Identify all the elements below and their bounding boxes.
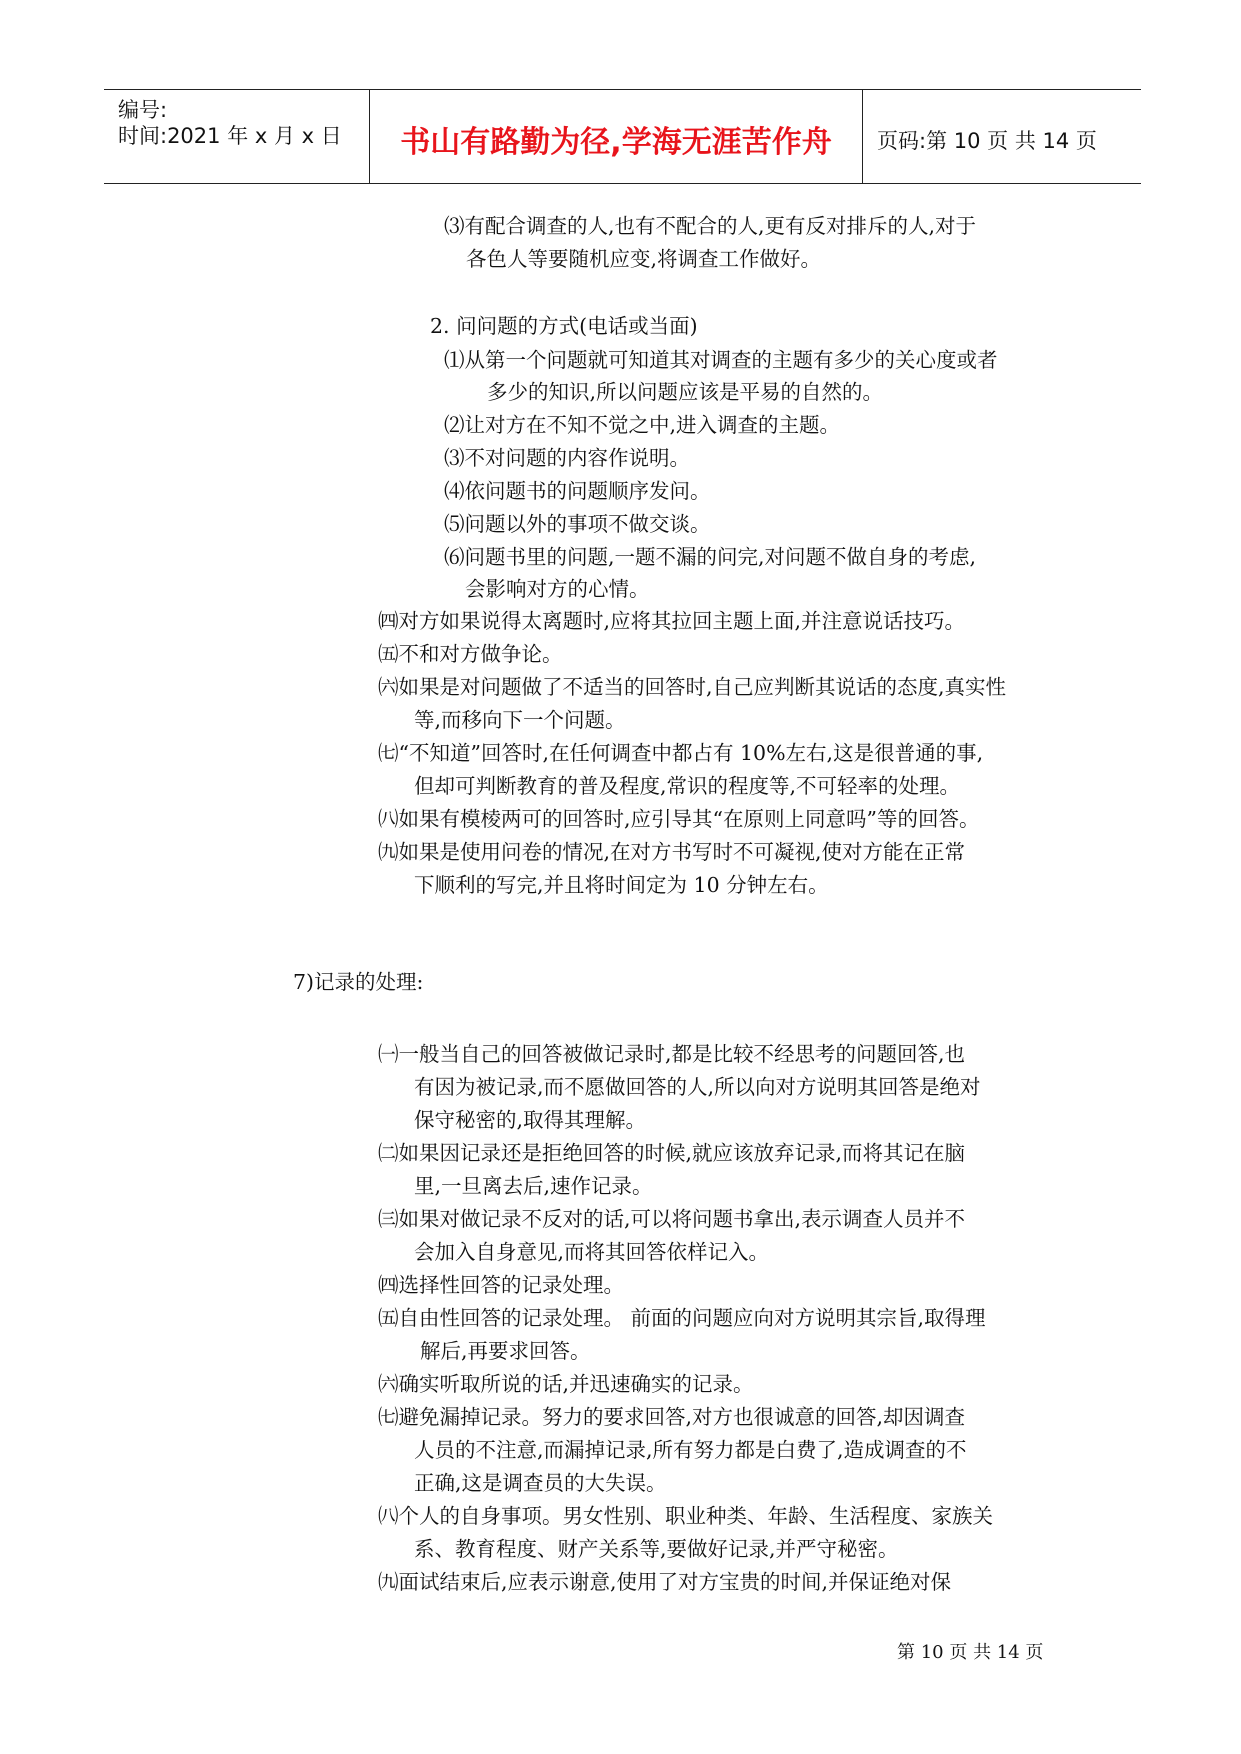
text-line: ㈦避免漏掉记录。努力的要求回答,对方也很诚意的回答,却因调查 (378, 1405, 966, 1429)
text-line: ㈡如果因记录还是拒绝回答的时候,就应该放弃记录,而将其记在脑 (378, 1141, 966, 1165)
text-line: 各色人等要随机应变,将调查工作做好。 (466, 247, 822, 271)
page-header (104, 89, 1141, 184)
text-line: ㈠一般当自己的回答被做记录时,都是比较不经思考的问题回答,也 (378, 1042, 966, 1066)
text-line: 有因为被记录,而不愿做回答的人,所以向对方说明其回答是绝对 (414, 1075, 981, 1099)
document-number-label: 编号: (118, 98, 168, 122)
text-line: ⑵让对方在不知不觉之中,进入调查的主题。 (444, 413, 841, 437)
document-time-label: 时间:2021 年 x 月 x 日 (118, 124, 342, 148)
text-line: ㈤不和对方做争论。 (378, 642, 563, 666)
text-line: 多少的知识,所以问题应该是平易的自然的。 (487, 380, 884, 404)
text-line: ⑴从第一个问题就可知道其对调查的主题有多少的关心度或者 (444, 348, 998, 372)
text-line: 2. 问问题的方式(电话或当面) (430, 314, 698, 338)
text-line: ⑶有配合调查的人,也有不配合的人,更有反对排斥的人,对于 (444, 214, 977, 238)
text-line: 保守秘密的,取得其理解。 (414, 1108, 647, 1132)
text-line: 但却可判断教育的普及程度,常识的程度等,不可轻率的处理。 (414, 774, 961, 798)
text-line: 人员的不注意,而漏掉记录,所有努力都是白费了,造成调查的不 (414, 1438, 967, 1462)
text-line: ㈣选择性回答的记录处理。 (378, 1273, 624, 1297)
header-motto-cell (370, 90, 863, 183)
text-line: ㈤自由性回答的记录处理。 前面的问题应向对方说明其宗旨,取得理 (378, 1306, 986, 1330)
text-line: 等,而移向下一个问题。 (414, 708, 626, 732)
text-line: 里,一旦离去后,速作记录。 (414, 1174, 653, 1198)
text-line: 正确,这是调查员的大失误。 (414, 1471, 667, 1495)
header-meta-cell (104, 90, 370, 183)
motto-text: 书山有路勤为径,学海无涯苦作舟 (400, 125, 832, 160)
text-line: ⑶不对问题的内容作说明。 (444, 446, 690, 470)
page-info: 页码:第 10 页 共 14 页 (877, 129, 1097, 153)
text-line: ㈦“不知道”回答时,在任何调查中都占有 10%左右,这是很普通的事, (378, 741, 984, 765)
text-line: 会加入自身意见,而将其回答依样记入。 (414, 1240, 770, 1264)
section-heading: 7)记录的处理: (293, 970, 424, 994)
text-line: ⑸问题以外的事项不做交谈。 (444, 512, 711, 536)
text-line: 解后,再要求回答。 (420, 1339, 591, 1363)
text-line: ㈧个人的自身事项。男女性别、职业种类、年龄、生活程度、家族关 (378, 1504, 993, 1528)
text-line: ㈨面试结束后,应表示谢意,使用了对方宝贵的时间,并保证绝对保 (378, 1570, 952, 1594)
text-line: 系、教育程度、财产关系等,要做好记录,并严守秘密。 (414, 1537, 899, 1561)
text-line: 下顺利的写完,并且将时间定为 10 分钟左右。 (414, 873, 829, 897)
page-footer: 第 10 页 共 14 页 (897, 1642, 1044, 1663)
header-page-cell (863, 90, 1141, 183)
text-line: 会影响对方的心情。 (465, 577, 650, 601)
text-line: ㈣对方如果说得太离题时,应将其拉回主题上面,并注意说话技巧。 (378, 609, 966, 633)
text-line: ㈨如果是使用问卷的情况,在对方书写时不可凝视,使对方能在正常 (378, 840, 966, 864)
text-line: ㈢如果对做记录不反对的话,可以将问题书拿出,表示调查人员并不 (378, 1207, 966, 1231)
text-line: ㈥如果是对问题做了不适当的回答时,自己应判断其说话的态度,真实性 (378, 675, 1007, 699)
text-line: ㈧如果有模棱两可的回答时,应引导其“在原则上同意吗”等的回答。 (378, 807, 980, 831)
text-line: ⑷依问题书的问题顺序发问。 (444, 479, 711, 503)
text-line: ㈥确实听取所说的话,并迅速确实的记录。 (378, 1372, 754, 1396)
text-line: ⑹问题书里的问题,一题不漏的问完,对问题不做自身的考虑, (444, 545, 977, 569)
